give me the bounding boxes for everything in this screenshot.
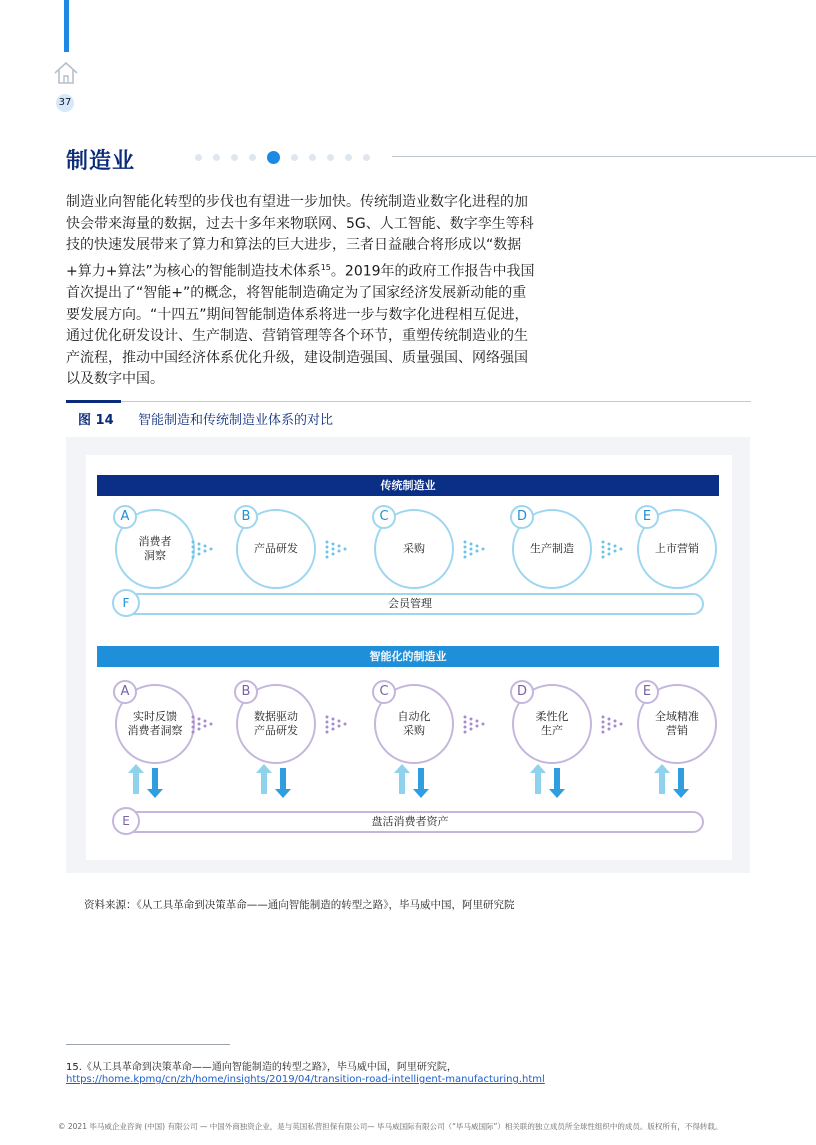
smart-step-c [374,684,454,764]
up-down-arrows-icon [392,764,432,798]
step-letter: A [113,680,137,704]
header-accent-bar [64,0,69,52]
step-label: 实时反馈 消费者洞察 [127,710,183,737]
page-number: 37 [56,94,74,112]
progress-dot[interactable] [213,154,220,161]
progress-dot[interactable] [363,154,370,161]
traditional-step-b [236,509,316,589]
step-label: 柔性化 生产 [535,710,569,737]
figure-source: 资料来源：《从工具革命到决策革命——通向智能制造的转型之路》，毕马威中国，阿里研究院 [84,899,515,911]
body-paragraph [66,192,536,391]
step-label: 消费者 洞察 [138,535,172,562]
progress-dot[interactable] [345,154,352,161]
footnote-text: 15.《从工具革命到决策革命——通向智能制造的转型之路》，毕马威中国，阿里研究院， [66,1062,457,1073]
flow-arrow-icon [324,712,350,736]
page-footer: © 2021 毕马威企业咨询 (中国) 有限公司 — 中国外商独资企业，是与英国私营担保有限公司— 毕马威国际有限公司（“毕马威国际”）相关联的独立成员所全球性组织中的成员。版权所有，不得转载。 [58,1122,723,1131]
section-title: 制造业 [66,149,136,174]
progress-dot[interactable] [309,154,316,161]
bar-label: 会员管理 [388,597,432,610]
step-label: 采购 [403,542,425,555]
step-letter: E [635,505,659,529]
traditional-step-c [374,509,454,589]
figure-label: 图 14 [78,413,114,428]
progress-dot[interactable] [231,154,238,161]
smart-consumer-asset-bar [116,811,704,833]
up-down-arrows-icon [126,764,166,798]
up-down-arrows-icon [652,764,692,798]
home-icon[interactable] [52,60,80,86]
up-down-arrows-icon [528,764,568,798]
progress-dot[interactable] [249,154,256,161]
flow-arrow-icon [324,537,350,561]
progress-dot-active[interactable] [267,151,280,164]
section-progress-dots [195,150,381,164]
step-letter: B [234,680,258,704]
smart-step-a [115,684,195,764]
smart-step-b [236,684,316,764]
title-divider [392,156,816,157]
flow-arrow-icon [462,712,488,736]
footnote-ref[interactable]: 15 [320,262,331,272]
step-letter: E [635,680,659,704]
smart-banner: 智能化的制造业 [97,646,719,667]
step-letter: D [510,680,534,704]
traditional-banner: 传统制造业 [97,475,719,496]
step-label: 产品研发 [254,542,298,555]
bar-letter: E [112,807,140,835]
flow-arrow-icon [600,537,626,561]
progress-dot[interactable] [195,154,202,161]
traditional-member-bar [116,593,704,615]
traditional-step-a [115,509,195,589]
step-label: 生产制造 [530,542,574,555]
step-letter: C [372,505,396,529]
figure-rule-accent [66,400,121,403]
footnote-divider [66,1044,230,1045]
smart-step-d [512,684,592,764]
flow-arrow-icon [190,537,216,561]
traditional-step-d [512,509,592,589]
footnote-link[interactable]: https://home.kpmg/cn/zh/home/insights/2019/04/transition-road-intelligent-manufacturing.html [66,1074,545,1085]
smart-step-e [637,684,717,764]
step-letter: A [113,505,137,529]
flow-arrow-icon [462,537,488,561]
progress-dot[interactable] [327,154,334,161]
flow-arrow-icon [600,712,626,736]
bar-label: 盘活消费者资产 [371,815,449,828]
figure-title: 智能制造和传统制造业体系的对比 [138,413,334,428]
step-label: 上市营销 [655,542,699,555]
step-label: 自动化 采购 [397,710,431,737]
body-text-part1: 制造业向智能化转型的步伐也有望进一步加快。传统制造业数字化进程的加快会带来海量的数据，过去十多年来物联网、5G、人工智能、数字孪生等科技的快速发展带来了算力和算法的巨大进步，三者日益融合将形成以“数据+算力+算法”为核心的智能制造技术体系 [66,194,534,280]
progress-dot[interactable] [291,154,298,161]
up-down-arrows-icon [254,764,294,798]
traditional-step-e [637,509,717,589]
figure-rule [121,401,751,402]
body-text-part2: 。2019年的政府工作报告中我国首次提出了“智能+”的概念，将智能制造确定为了国家经济发展新动能的重要发展方向。“十四五”期间智能制造体系将进一步与数字化进程相互促进，通过优化研发设计、生产制造、营销管理等各个环节，重塑传统制造业的生产流程，推动中国经济体系优化升级，建设制造强国、质量强国、网络强国以及数字中国。 [66,263,535,388]
step-label: 全域精准 营销 [655,710,699,737]
flow-arrow-icon [190,712,216,736]
step-letter: C [372,680,396,704]
step-letter: D [510,505,534,529]
step-letter: B [234,505,258,529]
step-label: 数据驱动 产品研发 [254,710,298,737]
bar-letter: F [112,589,140,617]
